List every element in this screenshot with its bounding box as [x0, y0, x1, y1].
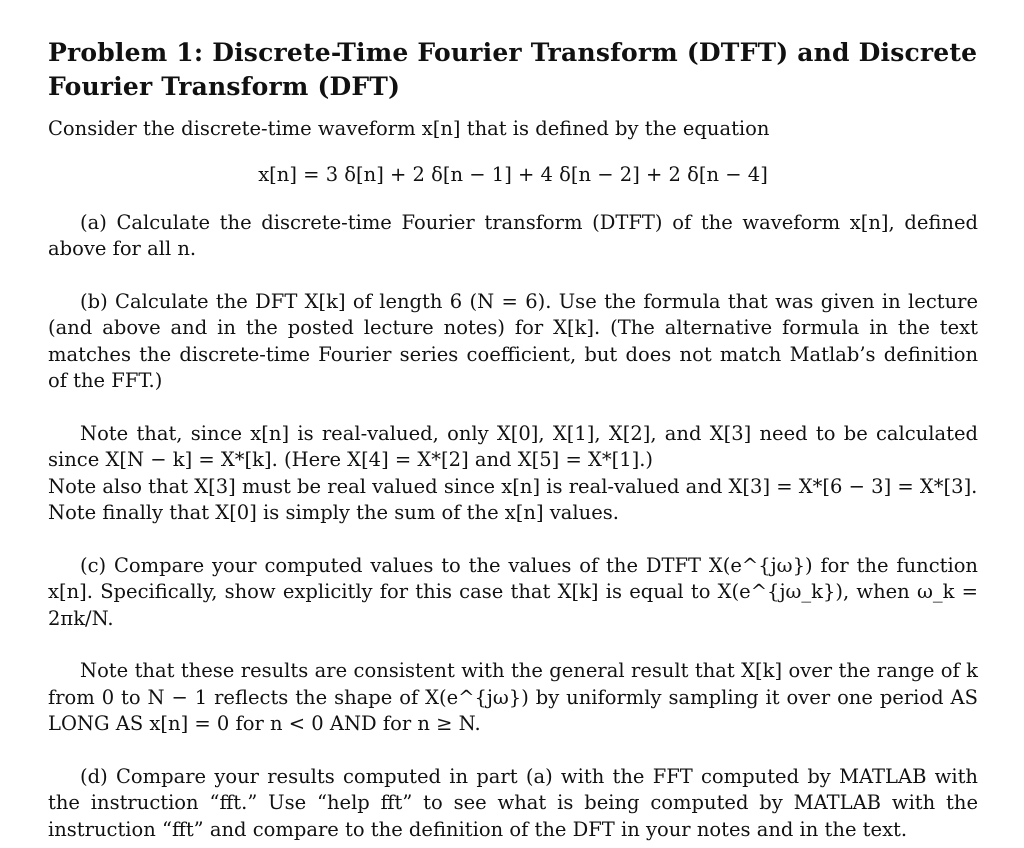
part-a: (a) Calculate the discrete-time Fourier transform (DTFT) of the waveform x[n], defined above for all n. [48, 210, 978, 260]
part-c: (c) Compare your computed values to the values of the DTFT X(e^{jω}) for the function x[n]. Specifically, show explicitly for this case that X[k] is equal to X(e^{jω_k}), when ω_k = 2πk/N. [48, 553, 978, 630]
part-c-note: Note that these results are consistent with the general result that X[k] over the range of k from 0 to N − 1 reflects the shape of X(e^{jω}) by uniformly sampling it over one period AS LONG AS x[n] = 0 for n < 0 AND for n ≥ N. [48, 659, 978, 735]
part-b-note-real: Note also that X[3] must be real valued since x[n] is real-valued and X[3] = X*[6 − 3] = X*[3]. [48, 474, 978, 498]
part-b-note-sum: Note finally that X[0] is simply the sum of the x[n] values. [48, 501, 619, 524]
signal-equation: x[n] = 3 δ[n] + 2 δ[n − 1] + 4 δ[n − 2] + 2 δ[n − 4] [258, 162, 768, 186]
problem-title: Problem 1: Discrete-Time Fourier Transform (DTFT) and Discrete Fourier Transform (DFT) [48, 38, 978, 101]
part-b: (b) Calculate the DFT X[k] of length 6 (N = 6). Use the formula that was given in lecture (and above and in the posted lecture notes) for X[k]. (The alternative formula in the text matches the discrete-time Fourier series coefficient, but does not match Matlab’s definition of the FFT.) [48, 289, 978, 392]
intro-text: Consider the discrete-time waveform x[n] that is defined by the equation [48, 117, 770, 140]
problem-page [48, 36, 978, 843]
part-d: (d) Compare your results computed in part (a) with the FFT computed by MATLAB with the instruction “fft.” Use “help fft” to see what is being computed by MATLAB with the instruction “fft” and compare to the definition of the DFT in your notes and in the text. [48, 764, 978, 841]
part-b-note-conjugate: Note that, since x[n] is real-valued, only X[0], X[1], X[2], and X[3] need to be calculated since X[N − k] = X*[k]. (Here X[4] = X*[2] and X[5] = X*[1].) [48, 421, 978, 471]
